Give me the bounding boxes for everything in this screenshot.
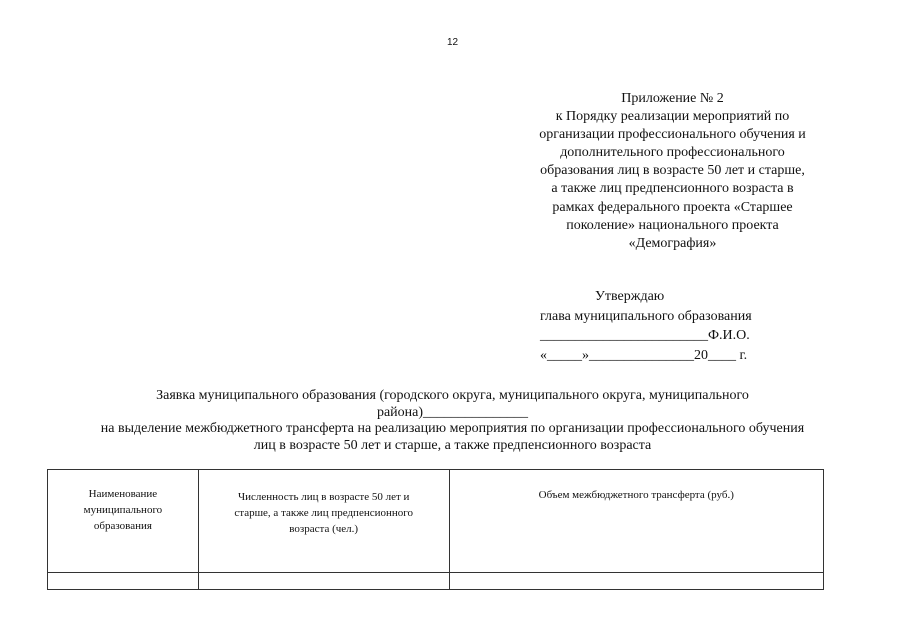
request-title-line: лиц в возрасте 50 лет и старше, а также предпенсионного возраста [253, 437, 652, 453]
appendix-line: дополнительного профессионального [560, 145, 785, 161]
appendix-line: поколение» национального проекта [566, 217, 779, 233]
signature-line: ________________________Ф.И.О. [540, 328, 750, 343]
table-row [48, 573, 824, 590]
request-title [40, 388, 865, 454]
appendix-line: Приложение № 2 [621, 91, 724, 106]
approval-position: глава муниципального образования [540, 308, 752, 324]
appendix-line: рамках федерального проекта «Старшее [552, 199, 793, 215]
header-transfer-amount [449, 470, 823, 573]
header-line: муниципального [83, 504, 163, 516]
table-cell [198, 573, 449, 590]
request-title-line: района)_______________ [376, 404, 529, 420]
appendix-line: «Демография» [628, 235, 717, 251]
appendix-block [520, 90, 825, 253]
header-line: Объем межбюджетного трансферта (руб.) [538, 489, 734, 501]
approval-block [540, 287, 820, 365]
page-number: 12 [446, 37, 459, 48]
header-line: Численность лиц в возрасте 50 лет и [237, 491, 410, 503]
request-table [47, 469, 824, 590]
table-cell [48, 573, 199, 590]
appendix-line: а также лиц предпенсионного возраста в [551, 181, 794, 197]
approval-title: Утверждаю [595, 289, 665, 304]
header-municipality [48, 470, 199, 573]
date-line: «_____»_______________20____ г. [540, 347, 748, 363]
request-title-line: Заявка муниципального образования (городского округа, муниципального округа, муниципального [156, 388, 749, 403]
header-line: образования [93, 520, 152, 532]
appendix-line: организации профессионального обучения и [539, 127, 806, 143]
appendix-line: образования лиц в возрасте 50 лет и старше, [540, 163, 805, 179]
header-headcount [198, 470, 449, 573]
request-title-line: на выделение межбюджетного трансферта на реализацию мероприятия по организации профессионального обучения [100, 421, 805, 436]
table-cell [449, 573, 823, 590]
header-line: возраста (чел.) [289, 523, 359, 535]
header-line: старше, а также лиц предпенсионного [234, 507, 413, 519]
header-line: Наименование [88, 488, 158, 500]
appendix-line: к Порядку реализации мероприятий по [555, 109, 790, 125]
table-header-row [48, 470, 824, 573]
